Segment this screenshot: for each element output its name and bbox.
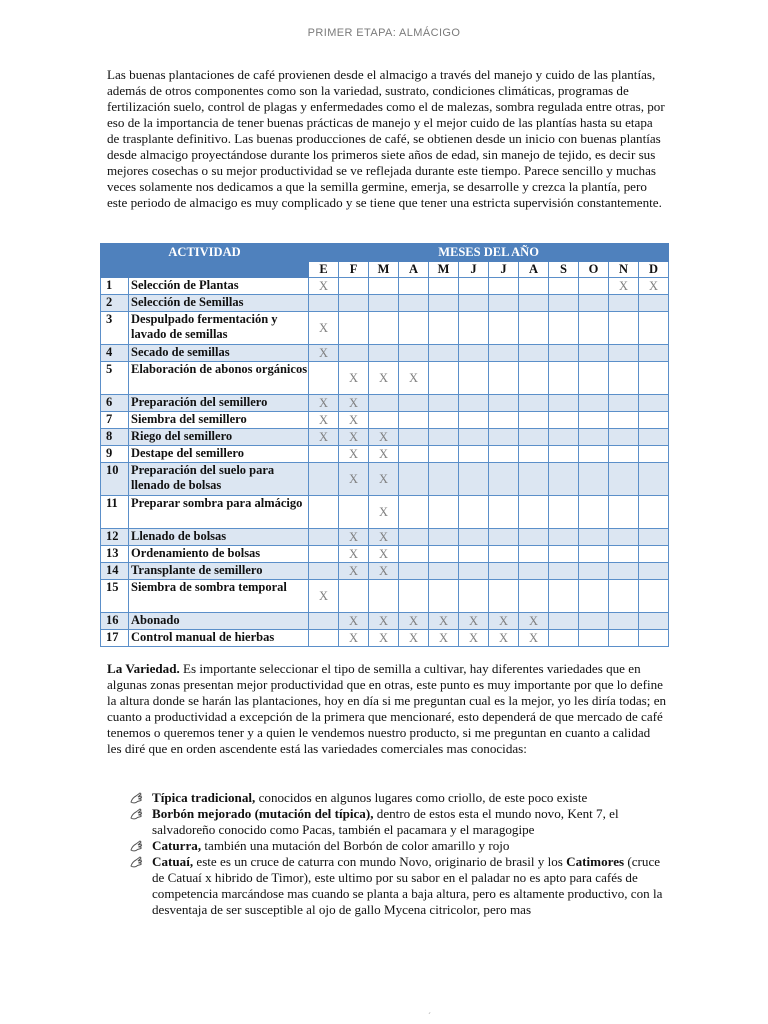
table-row xyxy=(101,630,669,647)
month-mark-cell xyxy=(579,395,609,412)
month-mark-cell xyxy=(549,546,579,563)
list-item xyxy=(129,806,669,838)
month-mark-cell xyxy=(639,529,669,546)
variety-description: este es un cruce de caturra con mundo Novo, originario de brasil y los xyxy=(193,854,567,869)
month-mark-cell: X xyxy=(369,362,399,395)
schedule-body xyxy=(101,278,669,647)
month-mark-cell xyxy=(429,412,459,429)
month-mark-cell: X xyxy=(369,496,399,529)
table-row xyxy=(101,295,669,312)
month-mark-cell xyxy=(519,395,549,412)
month-mark-cell xyxy=(579,546,609,563)
month-mark-cell xyxy=(489,312,519,345)
month-mark-cell xyxy=(399,463,429,496)
month-mark-cell: X xyxy=(429,630,459,647)
month-mark-cell xyxy=(609,563,639,580)
month-letter: J xyxy=(489,262,519,278)
month-letter: N xyxy=(609,262,639,278)
activity-header: ACTIVIDAD xyxy=(101,244,309,262)
month-mark-cell xyxy=(399,345,429,362)
month-mark-cell xyxy=(459,546,489,563)
month-mark-cell xyxy=(639,295,669,312)
month-mark-cell: X xyxy=(339,529,369,546)
month-mark-cell: X xyxy=(309,278,339,295)
table-row xyxy=(101,563,669,580)
month-mark-cell xyxy=(579,429,609,446)
month-mark-cell: X xyxy=(369,529,399,546)
month-mark-cell xyxy=(609,630,639,647)
month-mark-cell: X xyxy=(429,613,459,630)
month-mark-cell xyxy=(609,345,639,362)
month-mark-cell xyxy=(489,362,519,395)
month-mark-cell: X xyxy=(339,429,369,446)
month-mark-cell xyxy=(369,312,399,345)
month-letter: D xyxy=(639,262,669,278)
month-mark-cell xyxy=(519,345,549,362)
table-header-row xyxy=(101,244,669,262)
month-mark-cell: X xyxy=(339,412,369,429)
activity-cell: Preparar sombra para almácigo xyxy=(129,496,309,529)
month-mark-cell xyxy=(339,312,369,345)
row-number: 11 xyxy=(101,496,129,529)
month-mark-cell xyxy=(549,463,579,496)
variety-lead: La Variedad. xyxy=(107,661,180,676)
month-mark-cell xyxy=(519,362,549,395)
month-mark-cell xyxy=(339,295,369,312)
list-item xyxy=(129,854,669,918)
month-mark-cell xyxy=(459,580,489,613)
month-mark-cell xyxy=(399,546,429,563)
month-mark-cell xyxy=(459,395,489,412)
month-mark-cell: X xyxy=(369,563,399,580)
month-mark-cell xyxy=(639,429,669,446)
month-letter: M xyxy=(429,262,459,278)
month-mark-cell xyxy=(369,295,399,312)
month-mark-cell xyxy=(579,362,609,395)
month-mark-cell xyxy=(309,446,339,463)
month-mark-cell xyxy=(339,278,369,295)
month-mark-cell xyxy=(519,278,549,295)
activity-cell: Elaboración de abonos orgánicos xyxy=(129,362,309,395)
activity-cell: Ordenamiento de bolsas xyxy=(129,546,309,563)
month-mark-cell xyxy=(399,529,429,546)
month-mark-cell xyxy=(519,412,549,429)
month-mark-cell: X xyxy=(519,630,549,647)
variety-description: dentro de estos esta el mundo novo, Kent 7, el salvadoreño conocido como Pacas, también el pacamara y el maragogipe xyxy=(152,806,619,837)
month-mark-cell xyxy=(309,630,339,647)
month-mark-cell xyxy=(609,496,639,529)
month-mark-cell: X xyxy=(309,412,339,429)
month-mark-cell: X xyxy=(369,630,399,647)
hand-pointer-icon xyxy=(129,807,143,821)
month-mark-cell xyxy=(609,580,639,613)
table-row xyxy=(101,580,669,613)
row-number: 3 xyxy=(101,312,129,345)
month-mark-cell xyxy=(609,412,639,429)
row-number: 15 xyxy=(101,580,129,613)
month-mark-cell: X xyxy=(339,446,369,463)
row-number: 10 xyxy=(101,463,129,496)
month-mark-cell xyxy=(549,496,579,529)
schedule-table xyxy=(100,243,669,647)
month-mark-cell xyxy=(639,580,669,613)
month-mark-cell xyxy=(579,278,609,295)
variety-name: Catuaí, xyxy=(152,854,194,869)
month-mark-cell xyxy=(519,496,549,529)
table-row xyxy=(101,429,669,446)
month-mark-cell xyxy=(429,345,459,362)
month-mark-cell: X xyxy=(459,613,489,630)
month-mark-cell xyxy=(489,580,519,613)
variety-name: Borbón mejorado (mutación del típica), xyxy=(152,806,374,821)
month-mark-cell: X xyxy=(519,613,549,630)
month-mark-cell: X xyxy=(369,546,399,563)
month-mark-cell: X xyxy=(489,613,519,630)
month-mark-cell xyxy=(489,295,519,312)
month-mark-cell xyxy=(639,563,669,580)
row-number: 17 xyxy=(101,630,129,647)
month-mark-cell xyxy=(459,463,489,496)
month-mark-cell xyxy=(429,429,459,446)
month-mark-cell xyxy=(579,529,609,546)
month-mark-cell xyxy=(309,529,339,546)
month-mark-cell xyxy=(519,463,549,496)
month-mark-cell xyxy=(429,295,459,312)
month-mark-cell xyxy=(609,395,639,412)
month-mark-cell xyxy=(489,446,519,463)
month-mark-cell xyxy=(639,496,669,529)
month-mark-cell xyxy=(459,278,489,295)
row-number: 6 xyxy=(101,395,129,412)
month-mark-cell: X xyxy=(369,613,399,630)
activity-cell: Destape del semillero xyxy=(129,446,309,463)
month-letter: F xyxy=(339,262,369,278)
table-row xyxy=(101,546,669,563)
hand-pointer-icon xyxy=(129,791,143,805)
activity-cell: Preparación del semillero xyxy=(129,395,309,412)
month-mark-cell xyxy=(579,345,609,362)
month-mark-cell xyxy=(459,429,489,446)
month-mark-cell xyxy=(489,463,519,496)
row-number: 13 xyxy=(101,546,129,563)
month-mark-cell xyxy=(399,295,429,312)
activity-cell: Siembra del semillero xyxy=(129,412,309,429)
month-mark-cell xyxy=(489,496,519,529)
activity-cell: Selección de Plantas xyxy=(129,278,309,295)
month-mark-cell xyxy=(579,563,609,580)
month-mark-cell xyxy=(579,613,609,630)
month-mark-cell xyxy=(609,613,639,630)
month-mark-cell xyxy=(549,362,579,395)
month-mark-cell xyxy=(519,429,549,446)
month-mark-cell xyxy=(489,412,519,429)
month-mark-cell xyxy=(369,345,399,362)
month-mark-cell: X xyxy=(339,613,369,630)
month-mark-cell xyxy=(309,362,339,395)
month-mark-cell xyxy=(579,312,609,345)
month-mark-cell: X xyxy=(459,630,489,647)
month-mark-cell: X xyxy=(489,630,519,647)
row-number: 5 xyxy=(101,362,129,395)
month-mark-cell xyxy=(489,395,519,412)
month-mark-cell: X xyxy=(399,613,429,630)
table-row xyxy=(101,345,669,362)
month-mark-cell xyxy=(609,295,639,312)
row-number: 7 xyxy=(101,412,129,429)
month-mark-cell: X xyxy=(309,395,339,412)
month-mark-cell: X xyxy=(339,563,369,580)
month-mark-cell: X xyxy=(309,312,339,345)
month-mark-cell xyxy=(579,295,609,312)
month-mark-cell xyxy=(459,446,489,463)
month-mark-cell xyxy=(579,630,609,647)
month-mark-cell xyxy=(639,546,669,563)
month-mark-cell xyxy=(489,529,519,546)
page-header: PRIMER ETAPA: ALMÁCIGO xyxy=(307,27,461,39)
row-number: 8 xyxy=(101,429,129,446)
month-mark-cell xyxy=(549,295,579,312)
variety-description: (cruce de Catuaí x hibrido de Timor), este ultimo por su sabor en el paladar no es apto para cafés de competencia marcándose mas cuando se planta a baja altura, pero es altamente productivo, con la desventaja de ser susceptible al ojo de gallo Mycena citricolor, pero mas xyxy=(152,854,663,917)
month-mark-cell: X xyxy=(339,463,369,496)
row-number: 12 xyxy=(101,529,129,546)
month-mark-cell xyxy=(429,278,459,295)
month-mark-cell xyxy=(639,613,669,630)
month-mark-cell xyxy=(519,580,549,613)
month-mark-cell xyxy=(639,345,669,362)
activity-cell: Riego del semillero xyxy=(129,429,309,446)
month-mark-cell xyxy=(429,529,459,546)
month-mark-cell xyxy=(369,395,399,412)
variety-list xyxy=(129,790,669,918)
table-row xyxy=(101,278,669,295)
month-mark-cell xyxy=(309,496,339,529)
month-mark-cell xyxy=(609,312,639,345)
month-mark-cell xyxy=(549,395,579,412)
table-row xyxy=(101,613,669,630)
month-mark-cell xyxy=(429,463,459,496)
month-mark-cell xyxy=(399,395,429,412)
blank-header-cell xyxy=(101,262,309,278)
month-mark-cell: X xyxy=(609,278,639,295)
month-mark-cell xyxy=(399,412,429,429)
month-mark-cell: X xyxy=(639,278,669,295)
month-letter: O xyxy=(579,262,609,278)
month-mark-cell xyxy=(429,312,459,345)
intro-paragraph: Las buenas plantaciones de café provienen desde el almacigo a través del manejo y cuido de las plantías, además de otros componentes como son la variedad, sustrato, condiciones climáticas, programas de fertilización suelo, control de plagas y enfermedades como el de malezas, sombra regulada entre otras, por eso de la importancia de tener buenas prácticas de manejo y el mejor cuido de las plantías hasta su etapa de trasplante definitivo. Las buenas producciones de café, se obtienen desde un inicio con buenas plantías desde almacigo proyectándose durante los primeros siete años de edad, sin manejo de tejido, es decir sus mejores cosechas o su mejor productividad se ve reflejada durante este tiempo. Parece sencillo y muchas veces solamente nos dedicamos a que la semilla germine, emerja, se desarrolle y crezca la plantía, pero este periodo de almacigo es muy complicado y se tiene que tener una estricta supervisión constantemente. xyxy=(107,67,665,210)
table-row xyxy=(101,446,669,463)
month-mark-cell xyxy=(459,312,489,345)
hand-pointer-icon xyxy=(129,839,143,853)
month-mark-cell xyxy=(309,563,339,580)
month-mark-cell xyxy=(399,278,429,295)
table-row xyxy=(101,395,669,412)
month-letter: J xyxy=(459,262,489,278)
row-number: 16 xyxy=(101,613,129,630)
month-mark-cell xyxy=(549,529,579,546)
month-mark-cell xyxy=(549,312,579,345)
month-mark-cell xyxy=(309,295,339,312)
month-mark-cell xyxy=(549,613,579,630)
table-row xyxy=(101,496,669,529)
month-mark-cell xyxy=(639,412,669,429)
row-number: 14 xyxy=(101,563,129,580)
month-mark-cell xyxy=(549,580,579,613)
footer-mark: ´ xyxy=(428,1011,431,1021)
table-row xyxy=(101,529,669,546)
month-mark-cell xyxy=(399,429,429,446)
month-mark-cell xyxy=(579,496,609,529)
month-mark-cell xyxy=(489,563,519,580)
month-mark-cell xyxy=(369,278,399,295)
month-mark-cell: X xyxy=(399,362,429,395)
month-mark-cell xyxy=(549,446,579,463)
month-mark-cell xyxy=(399,563,429,580)
month-letter: A xyxy=(399,262,429,278)
month-mark-cell xyxy=(399,496,429,529)
month-mark-cell xyxy=(459,345,489,362)
month-mark-cell xyxy=(549,563,579,580)
month-mark-cell xyxy=(609,529,639,546)
activity-cell: Abonado xyxy=(129,613,309,630)
month-mark-cell: X xyxy=(339,546,369,563)
month-mark-cell: X xyxy=(309,580,339,613)
month-letter: A xyxy=(519,262,549,278)
month-mark-cell xyxy=(399,580,429,613)
month-mark-cell xyxy=(639,395,669,412)
month-mark-cell xyxy=(549,278,579,295)
month-letters-row xyxy=(101,262,669,278)
month-mark-cell xyxy=(489,429,519,446)
variety-name: Típica tradicional, xyxy=(152,790,256,805)
activity-cell: Preparación del suelo para llenado de bolsas xyxy=(129,463,309,496)
month-mark-cell xyxy=(549,412,579,429)
month-mark-cell xyxy=(459,295,489,312)
month-letter: M xyxy=(369,262,399,278)
month-mark-cell xyxy=(429,563,459,580)
hand-pointer-icon xyxy=(129,855,143,869)
month-mark-cell xyxy=(639,312,669,345)
variety-description: también una mutación del Borbón de color amarillo y rojo xyxy=(201,838,510,853)
month-mark-cell xyxy=(309,463,339,496)
month-mark-cell xyxy=(639,446,669,463)
activity-cell: Control manual de hierbas xyxy=(129,630,309,647)
month-mark-cell xyxy=(519,446,549,463)
month-mark-cell: X xyxy=(369,463,399,496)
activity-cell: Despulpado fermentación y lavado de semillas xyxy=(129,312,309,345)
month-letter: S xyxy=(549,262,579,278)
month-mark-cell xyxy=(369,412,399,429)
variety-description: conocidos en algunos lugares como criollo, de este poco existe xyxy=(255,790,588,805)
month-mark-cell xyxy=(579,412,609,429)
month-mark-cell: X xyxy=(399,630,429,647)
month-mark-cell xyxy=(339,580,369,613)
month-mark-cell xyxy=(429,446,459,463)
row-number: 4 xyxy=(101,345,129,362)
month-mark-cell xyxy=(399,446,429,463)
month-mark-cell xyxy=(459,412,489,429)
month-mark-cell xyxy=(639,463,669,496)
activity-cell: Llenado de bolsas xyxy=(129,529,309,546)
month-mark-cell: X xyxy=(309,345,339,362)
month-mark-cell xyxy=(639,362,669,395)
month-mark-cell xyxy=(369,580,399,613)
variety-name: Catimores xyxy=(566,854,625,869)
month-mark-cell xyxy=(309,613,339,630)
table-row xyxy=(101,412,669,429)
month-mark-cell: X xyxy=(309,429,339,446)
month-mark-cell xyxy=(489,546,519,563)
row-number: 2 xyxy=(101,295,129,312)
month-mark-cell xyxy=(429,362,459,395)
month-mark-cell xyxy=(609,362,639,395)
month-mark-cell xyxy=(489,278,519,295)
month-mark-cell xyxy=(459,362,489,395)
month-mark-cell xyxy=(549,630,579,647)
month-mark-cell xyxy=(549,429,579,446)
month-mark-cell xyxy=(429,496,459,529)
row-number: 9 xyxy=(101,446,129,463)
month-mark-cell xyxy=(639,630,669,647)
month-mark-cell xyxy=(609,463,639,496)
activity-cell: Transplante de semillero xyxy=(129,563,309,580)
variety-body: Es importante seleccionar el tipo de semilla a cultivar, hay diferentes variedades que en algunas zonas presentan mejor productividad que en otras, este punto es muy importante por que lo define la altura donde se harán las plantaciones, hoy en día si me preguntan cual es la mejor, yo les diría todas; en cuanto a productividad a excepción de la primera que mencionaré, esto dependerá de que mercado de café tenemos o queremos tener y a quien le vendemos nuestro producto, si me preguntan en cuanto a calidad les diré que en orden ascendente está las variedades comerciales mas conocidas: xyxy=(107,661,667,756)
month-mark-cell xyxy=(339,345,369,362)
months-header: MESES DEL AÑO xyxy=(309,244,669,262)
month-mark-cell xyxy=(459,563,489,580)
activity-cell: Selección de Semillas xyxy=(129,295,309,312)
activity-cell: Siembra de sombra temporal xyxy=(129,580,309,613)
month-mark-cell xyxy=(459,529,489,546)
list-item xyxy=(129,790,669,806)
month-mark-cell xyxy=(579,446,609,463)
month-mark-cell: X xyxy=(339,362,369,395)
month-mark-cell xyxy=(519,295,549,312)
month-mark-cell xyxy=(519,312,549,345)
month-mark-cell xyxy=(549,345,579,362)
month-mark-cell xyxy=(489,345,519,362)
month-mark-cell xyxy=(429,546,459,563)
month-mark-cell xyxy=(309,546,339,563)
month-mark-cell xyxy=(399,312,429,345)
month-mark-cell xyxy=(519,546,549,563)
month-mark-cell: X xyxy=(339,630,369,647)
table-row xyxy=(101,463,669,496)
month-mark-cell xyxy=(519,563,549,580)
month-mark-cell: X xyxy=(339,395,369,412)
month-letter: E xyxy=(309,262,339,278)
month-mark-cell: X xyxy=(369,446,399,463)
month-mark-cell xyxy=(609,546,639,563)
variety-name: Caturra, xyxy=(152,838,202,853)
variety-paragraph xyxy=(107,661,667,757)
month-mark-cell xyxy=(609,429,639,446)
month-mark-cell xyxy=(429,580,459,613)
month-mark-cell xyxy=(609,446,639,463)
table-row xyxy=(101,362,669,395)
month-mark-cell xyxy=(519,529,549,546)
month-mark-cell xyxy=(429,395,459,412)
table-row xyxy=(101,312,669,345)
month-mark-cell xyxy=(579,463,609,496)
row-number: 1 xyxy=(101,278,129,295)
list-item xyxy=(129,838,669,854)
month-mark-cell xyxy=(459,496,489,529)
month-mark-cell xyxy=(579,580,609,613)
activity-cell: Secado de semillas xyxy=(129,345,309,362)
month-mark-cell xyxy=(339,496,369,529)
month-mark-cell: X xyxy=(369,429,399,446)
